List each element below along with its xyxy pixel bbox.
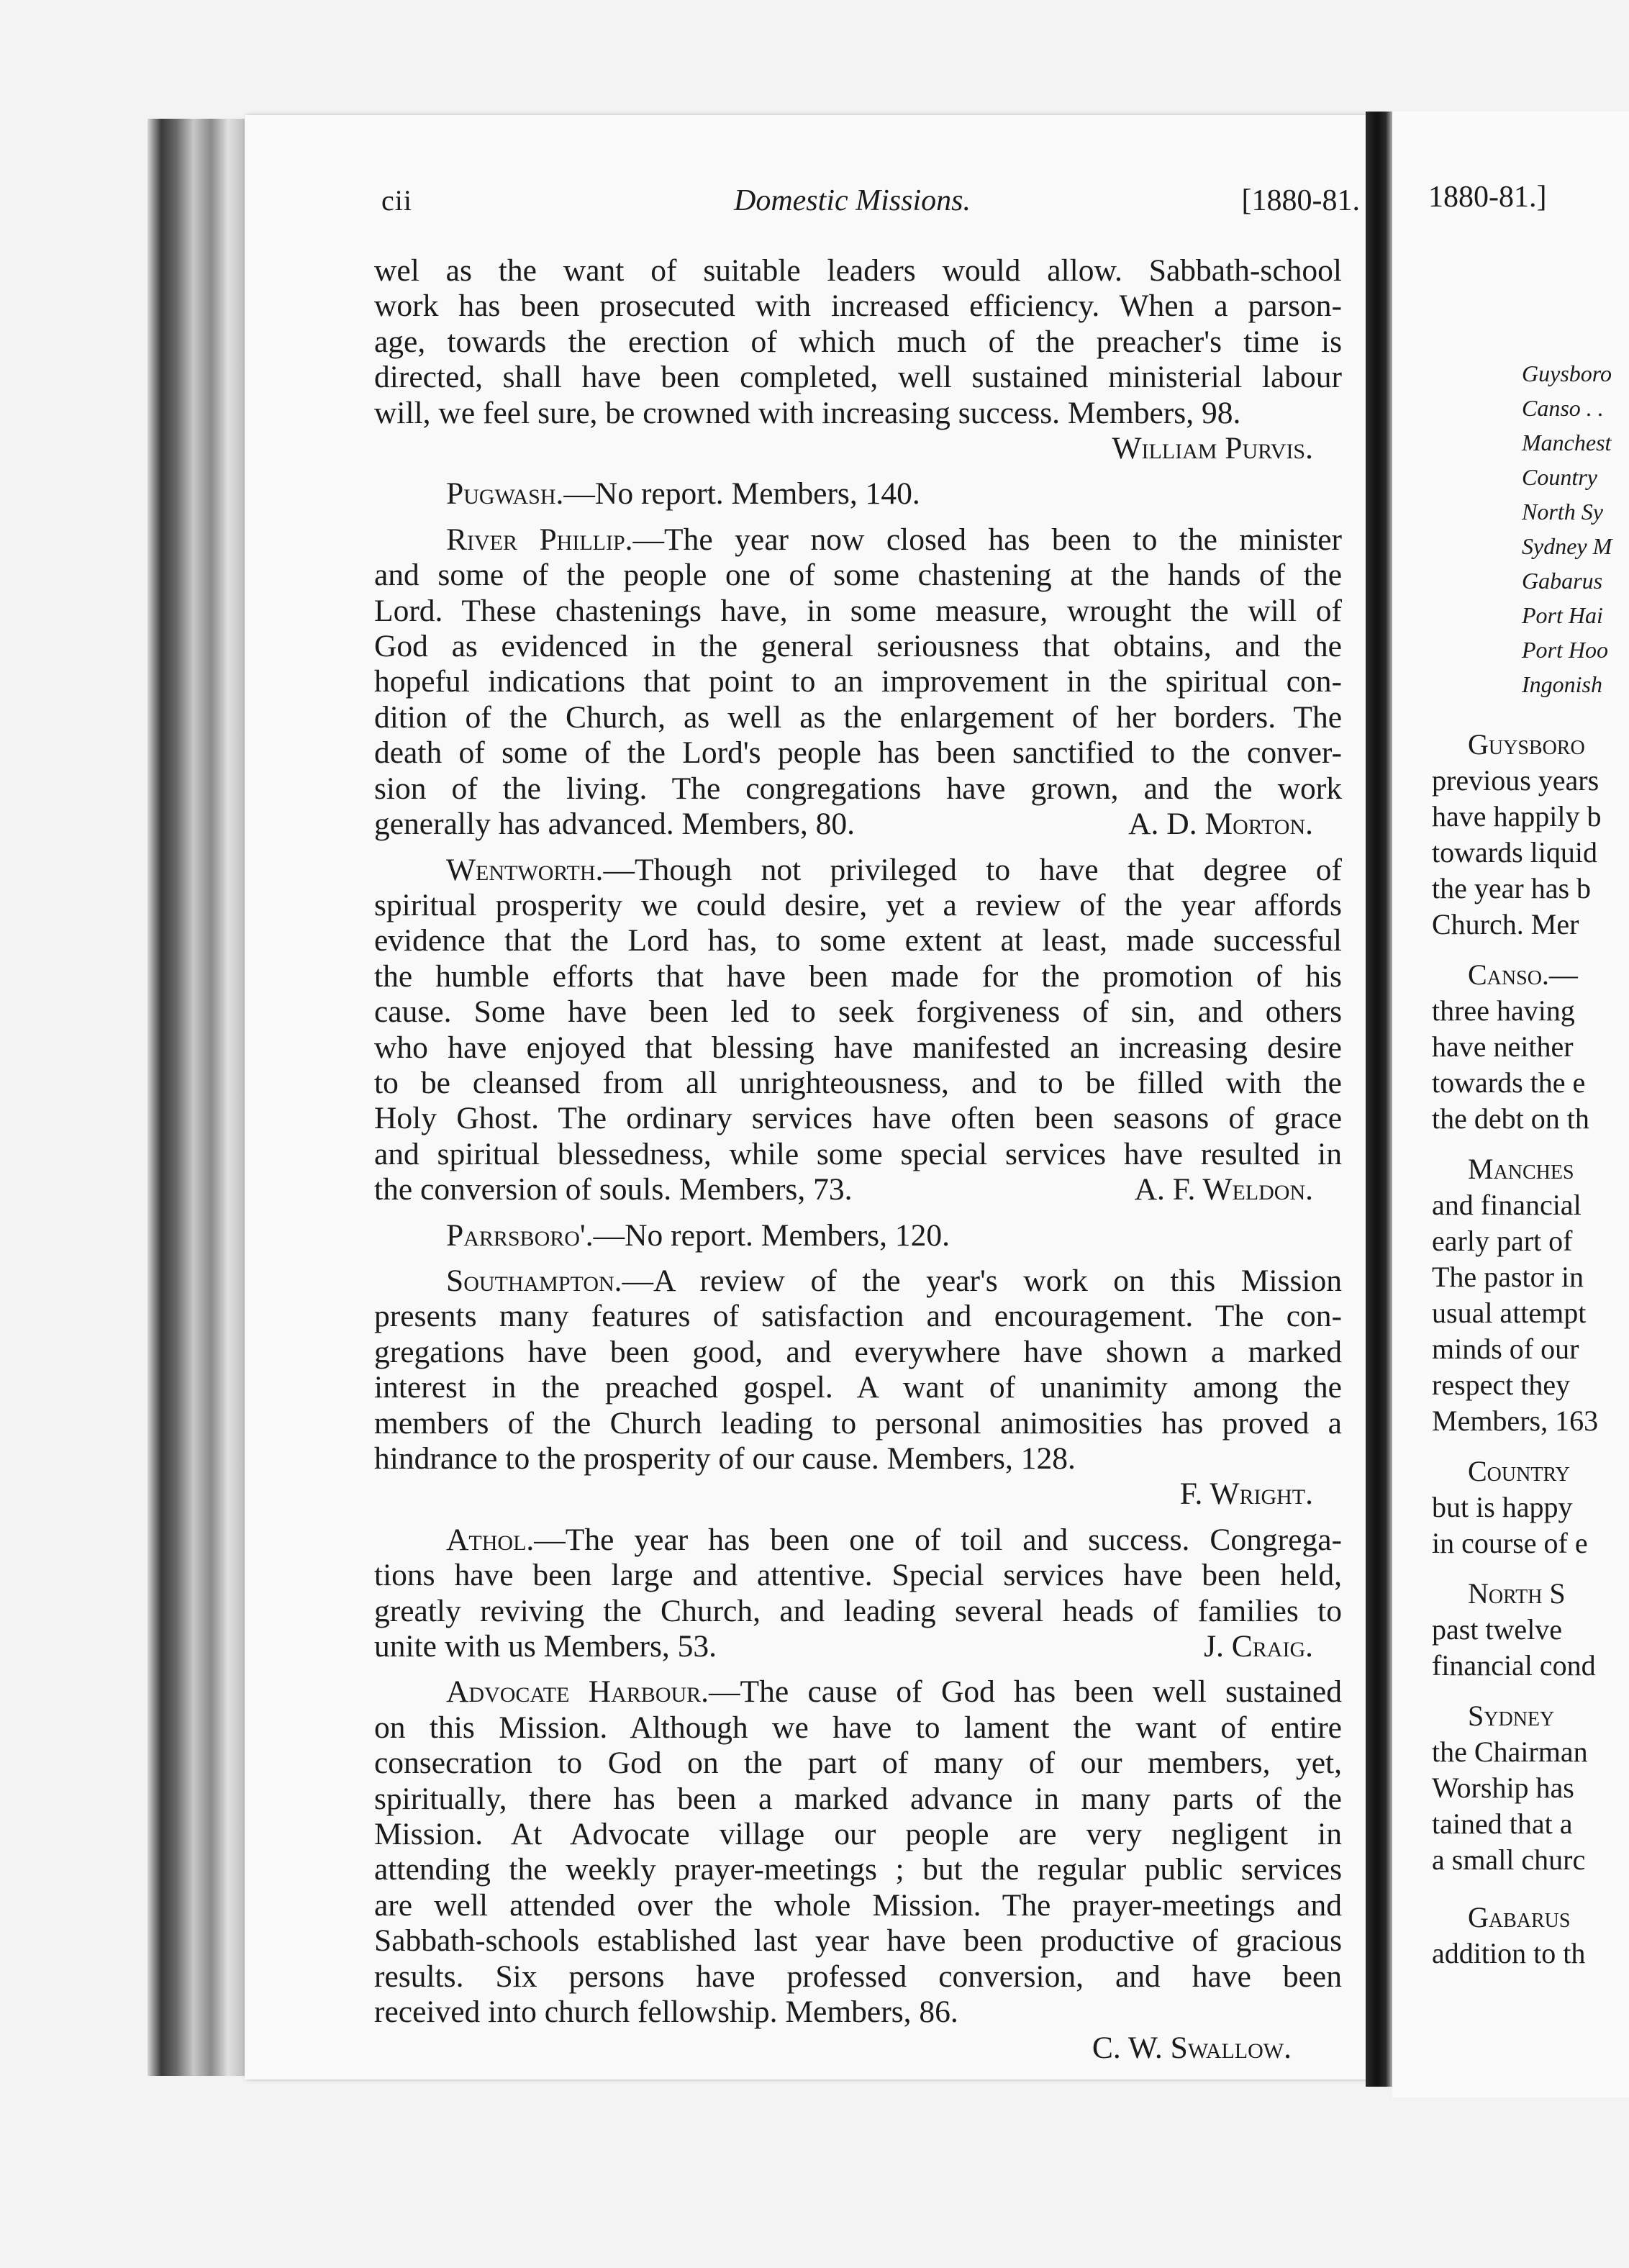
fragment-line: the debt on th (1432, 1102, 1589, 1135)
fragment-line: have happily b (1432, 800, 1602, 833)
line-text: evidence that the Lord has, to some extent at least, made successful (374, 923, 1342, 958)
fragment-line: financial cond (1432, 1649, 1596, 1682)
text-line (374, 888, 1342, 923)
line-text: the conversion of souls. Members, 73. (374, 1172, 853, 1207)
fragment-line: the year has b (1432, 872, 1592, 904)
text-line (374, 289, 1342, 324)
line-text: members of the Church leading to personal animosities has proved a (374, 1405, 1342, 1441)
text-line (374, 807, 1342, 842)
page-body (374, 253, 1342, 2066)
mission-entry (374, 853, 1342, 1208)
line-text: —The year now closed has been to the minister (632, 522, 1342, 557)
line-text: Lord. These chastenings have, in some measure, wrought the will of (374, 593, 1342, 628)
fragment-line: addition to th (1432, 1937, 1586, 1969)
mission-name: Parrsboro'. (446, 1217, 594, 1253)
text-line (374, 1923, 1342, 1959)
text-line (374, 594, 1342, 629)
line-text: on this Mission. Although we have to lament the want of entire (374, 1710, 1342, 1745)
fragment-line: Canso.— (1468, 958, 1578, 991)
text-line (374, 522, 1342, 558)
text-line (374, 1441, 1342, 1477)
fragment-line: in course of e (1432, 1527, 1588, 1559)
mission-name: Athol. (446, 1522, 535, 1557)
mission-entry (374, 1218, 1342, 1253)
fragment-line: previous years (1432, 764, 1599, 797)
text-line (374, 1674, 1342, 1710)
fragment-line: Sydney (1468, 1700, 1555, 1732)
fragment-line: Guysboro (1468, 728, 1585, 761)
fragment-line: Members, 163 (1432, 1405, 1599, 1437)
line-text: to be cleansed from all unrighteousness, and to be filled with the (374, 1065, 1342, 1100)
fragment-line: Country (1468, 1455, 1570, 1487)
text-line (374, 1995, 1342, 2030)
text-line (374, 253, 1342, 289)
line-text: consecration to God on the part of many of our members, yet, (374, 1746, 1342, 1781)
text-line (374, 1137, 1342, 1172)
right-page (1392, 112, 1629, 2097)
text-line (374, 1746, 1342, 1781)
toc-item: Manchest (1522, 430, 1612, 455)
text-line (374, 1172, 1342, 1207)
fragment-line: Church. Mer (1432, 908, 1579, 940)
fragment-line: three having (1432, 994, 1575, 1027)
line-text: received into church fellowship. Members, 86. (374, 1995, 958, 2030)
toc-item: Port Hoo (1522, 637, 1608, 663)
text-line (374, 1370, 1342, 1405)
line-text: age, towards the erection of which much of the preacher's time is (374, 324, 1342, 359)
fragment-line: North S (1468, 1577, 1566, 1610)
signature: William Purvis. (1112, 431, 1313, 466)
page-gutter (1366, 112, 1394, 2087)
fragment-line: have neither (1432, 1030, 1574, 1063)
text-line (374, 558, 1342, 593)
line-text: and spiritual blessedness, while some special services have resulted in (374, 1136, 1342, 1171)
line-text: gregations have been good, and everywhere have shown a marked (374, 1334, 1342, 1369)
toc-item: Sydney M (1522, 533, 1612, 559)
line-text: will, we feel sure, be crowned with increasing success. Members, 98. (374, 395, 1241, 430)
mission-name: Wentworth. (446, 852, 604, 887)
line-text: hindrance to the prosperity of our cause. Members, 128. (374, 1441, 1076, 1476)
line-text: —Though not privileged to have that degree of (603, 852, 1342, 887)
page-year: [1880-81. (1241, 184, 1360, 217)
line-text: and some of the people one of some chastening at the hands of the (374, 558, 1342, 593)
line-text: God as evidenced in the general seriousness that obtains, and the (374, 629, 1342, 664)
line-text: generally has advanced. Members, 80. (374, 807, 855, 842)
mission-entry (374, 1674, 1342, 2065)
text-line (374, 1710, 1342, 1746)
text-line (374, 396, 1342, 431)
line-text: directed, shall have been completed, well sustained ministerial labour (374, 360, 1342, 395)
toc-item: Port Hai (1522, 602, 1603, 628)
line-text: Mission. At Advocate village our people are very negligent in (374, 1817, 1342, 1852)
fragment-line: but is happy (1432, 1491, 1573, 1523)
text-line (374, 1335, 1342, 1370)
mission-entry (374, 476, 1342, 512)
text-line (374, 1218, 1342, 1253)
text-line (374, 771, 1342, 807)
signature: F. Wright. (1179, 1477, 1313, 1512)
mission-entry (374, 522, 1342, 843)
mission-name: Pugwash. (446, 476, 564, 512)
line-text: dition of the Church, as well as the enlargement of her borders. The (374, 699, 1342, 735)
line-text: hopeful indications that point to an improvement in the spiritual con- (374, 664, 1342, 699)
line-text: Sabbath-schools established last year have been productive of gracious (374, 1923, 1342, 1959)
fragment-line: Worship has (1432, 1772, 1574, 1804)
line-text: cause. Some have been led to seek forgiveness of sin, and others (374, 994, 1342, 1030)
text-line (374, 1888, 1342, 1923)
text-line (374, 1264, 1342, 1299)
toc-item: Country (1522, 464, 1597, 490)
text-line (374, 1594, 1342, 1629)
text-line (374, 923, 1342, 958)
line-text: —No report. Members, 140. (563, 476, 920, 512)
mission-entry (374, 1523, 1342, 1665)
right-page-toc (1522, 356, 1612, 702)
line-text: Holy Ghost. The ordinary services have often been seasons of grace (374, 1101, 1342, 1136)
text-line (374, 853, 1342, 888)
text-line (374, 1030, 1342, 1066)
mission-name: Advocate Harbour. (446, 1674, 709, 1710)
toc-item: Guysboro (1522, 360, 1612, 386)
text-line (374, 325, 1342, 360)
line-text: tions have been large and attentive. Special services have been held, (374, 1558, 1342, 1593)
mission-entry (374, 1264, 1342, 1512)
signature: A. F. Weldon. (1134, 1172, 1313, 1207)
text-line (374, 1101, 1342, 1136)
text-line (374, 1629, 1342, 1664)
line-text: sion of the living. The congregations have grown, and the work (374, 771, 1342, 806)
text-line (374, 1523, 1342, 1558)
text-line (374, 1406, 1342, 1441)
line-text: attending the weekly prayer-meetings ; but the regular public services (374, 1852, 1342, 1887)
line-text: the humble efforts that have been made for the promotion of his (374, 958, 1342, 994)
signature: A. D. Morton. (1128, 807, 1313, 842)
mission-name: River Phillip. (446, 522, 633, 557)
right-page-header: 1880-81.] (1428, 181, 1547, 214)
line-text: —The year has been one of toil and success. Congrega- (534, 1522, 1342, 1557)
line-text: wel as the want of suitable leaders would allow. Sabbath-school (374, 253, 1342, 288)
text-line (374, 700, 1342, 735)
text-line (374, 959, 1342, 994)
mission-name: Southampton. (446, 1263, 622, 1298)
fragment-line: respect they (1432, 1369, 1571, 1401)
line-text: spiritual prosperity we could desire, yet a review of the year affords (374, 887, 1342, 922)
line-text: who have enjoyed that blessing have manifested an increasing desire (374, 1030, 1342, 1065)
line-text: —No report. Members, 120. (593, 1217, 950, 1253)
text-line (374, 629, 1342, 664)
text-line (374, 360, 1342, 395)
text-line (374, 735, 1342, 771)
line-text: presents many features of satisfaction and encouragement. The con- (374, 1299, 1342, 1334)
line-text: unite with us Members, 53. (374, 1629, 717, 1664)
line-text: —A review of the year's work on this Mission (622, 1263, 1342, 1298)
text-line (374, 664, 1342, 699)
text-line (374, 1817, 1342, 1852)
text-line (374, 1066, 1342, 1101)
fragment-line: Gabarus (1468, 1901, 1571, 1933)
fragment-line: tained that a (1432, 1807, 1573, 1840)
fragment-line: minds of our (1432, 1333, 1579, 1365)
fragment-line: towards liquid (1432, 836, 1597, 868)
line-text: are well attended over the whole Mission. The prayer-meetings and (374, 1887, 1342, 1923)
text-line (374, 1299, 1342, 1334)
running-title: Domestic Missions. (734, 184, 971, 217)
text-line (374, 476, 1342, 512)
text-line (374, 1558, 1342, 1593)
fragment-line: Manches (1468, 1153, 1574, 1185)
fragment-line: the Chairman (1432, 1736, 1588, 1768)
toc-item: North Sy (1522, 499, 1603, 525)
fragment-line: past twelve (1432, 1613, 1563, 1646)
fragment-line: The pastor in (1432, 1261, 1584, 1293)
signature: C. W. Swallow. (1092, 2030, 1292, 2065)
line-text: —The cause of God has been well sustained (709, 1674, 1342, 1710)
text-line (374, 1782, 1342, 1817)
toc-item: Gabarus (1522, 568, 1603, 594)
fragment-line: usual attempt (1432, 1297, 1587, 1329)
line-text: spiritually, there has been a marked advance in many parts of the (374, 1781, 1342, 1816)
text-line (374, 1852, 1342, 1887)
line-text: interest in the preached gospel. A want of unanimity among the (374, 1370, 1342, 1405)
line-text: work has been prosecuted with increased efficiency. When a parson- (374, 289, 1342, 324)
fragment-line: towards the e (1432, 1066, 1586, 1099)
line-text: death of some of the Lord's people has been sanctified to the conver- (374, 735, 1342, 771)
page-header (381, 183, 1360, 227)
mission-entry (374, 253, 1342, 466)
signature: J. Craig. (1204, 1629, 1313, 1664)
fragment-line: and financial (1432, 1189, 1582, 1221)
fragment-line: a small churc (1432, 1843, 1586, 1876)
toc-item: Canso . . (1522, 395, 1604, 421)
folio: cii (381, 184, 412, 217)
line-text: results. Six persons have professed conversion, and have been (374, 1959, 1342, 1994)
line-text: greatly reviving the Church, and leading several heads of families to (374, 1593, 1342, 1628)
toc-item: Ingonish (1522, 671, 1602, 697)
text-line (374, 1959, 1342, 1995)
text-line (374, 994, 1342, 1030)
fragment-line: early part of (1432, 1225, 1573, 1257)
